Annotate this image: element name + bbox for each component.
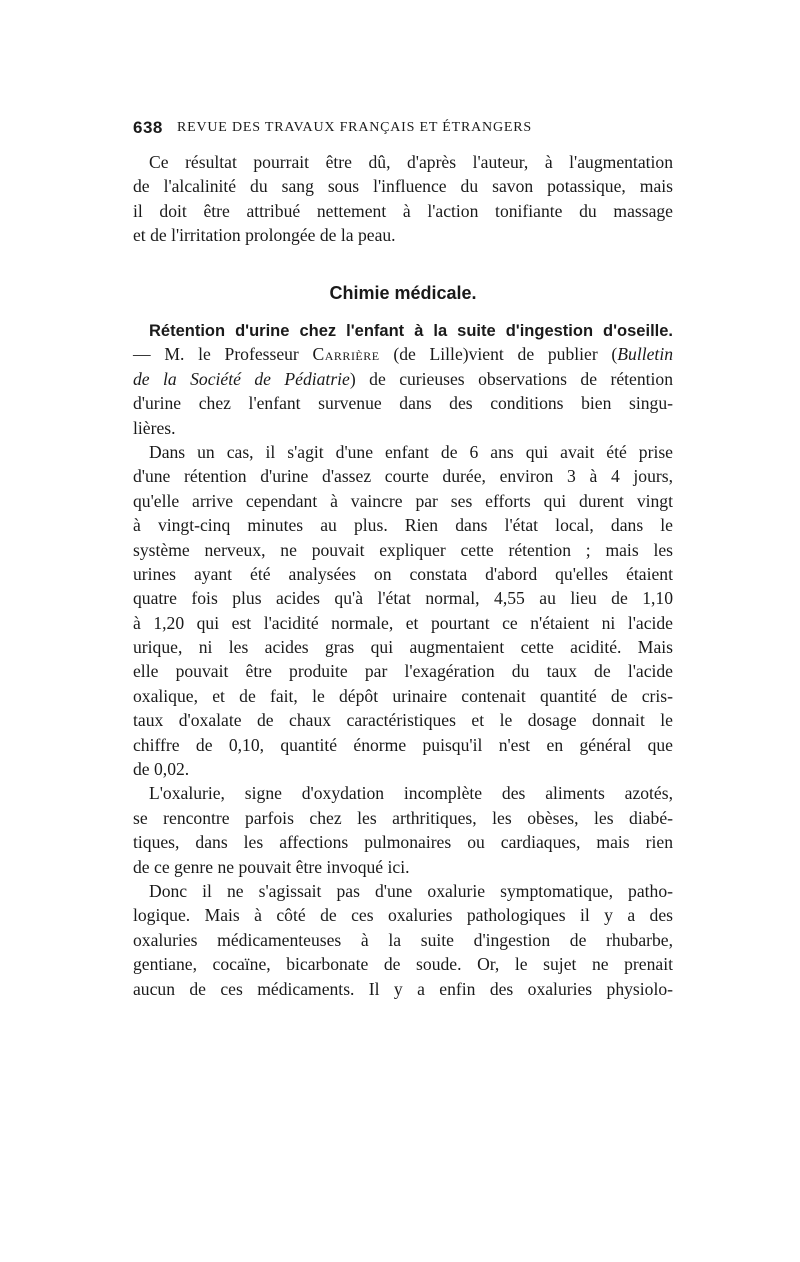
text-line: de ce genre ne pouvait être invoqué ici.	[133, 856, 410, 877]
text-line: tiques, dans les affections pulmonaires ou cardiaques, mais rien	[133, 832, 673, 853]
text-line: d'urine chez l'enfant survenue dans des conditions bien singu-	[133, 393, 673, 414]
article-title-line	[133, 318, 673, 342]
text-line: elle pouvait être produite par l'exagération du taux de l'acide	[133, 661, 673, 682]
text-line: qu'elle arrive cependant à vaincre par ses efforts qui durent vingt	[133, 490, 673, 511]
text-line: lières.	[133, 417, 176, 438]
text-line: et de l'irritation prolongée de la peau.	[133, 225, 396, 246]
article	[133, 318, 673, 1001]
text-fragment: ) de curieuses observations de rétention	[349, 368, 673, 389]
text-line: urique, ni les acides gras qui augmentaient cette acidité. Mais	[133, 637, 673, 658]
journal-name-part: de la Société de Pédiatrie	[133, 368, 350, 389]
text-line: à 1,20 qui est l'acidité normale, et pourtant ce n'étaient ni l'acide	[133, 612, 673, 633]
text-line: à vingt-cinq minutes au plus. Rien dans l'état local, dans le	[133, 515, 673, 536]
text-line: urines ayant été analysées on constata d'abord qu'elles étaient	[133, 563, 673, 584]
text-line: quatre fois plus acides qu'à l'état normal, 4,55 au lieu de 1,10	[133, 588, 673, 609]
text-fragment: (de Lille)vient de publier (	[379, 344, 618, 365]
intro-paragraph	[133, 150, 673, 248]
author-name: Carrière	[312, 344, 380, 365]
text-line: Dans un cas, il s'agit d'une enfant de 6 ans qui avait été prise	[149, 441, 673, 462]
text-line: système nerveux, ne pouvait expliquer cette rétention ; mais les	[133, 539, 673, 560]
text-line: logique. Mais à côté de ces oxaluries pathologiques il y a des	[133, 905, 673, 926]
text-line: L'oxalurie, signe d'oxydation incomplète des aliments azotés,	[149, 783, 673, 804]
text-fragment: — M. le Professeur	[133, 344, 313, 365]
article-title: Rétention d'urine chez l'enfant à la suite d'ingestion d'oseille.	[149, 322, 673, 340]
text-line: Donc il ne s'agissait pas d'une oxalurie symptomatique, patho-	[149, 880, 673, 901]
text-line: aucun de ces médicaments. Il y a enfin des oxaluries physiolo-	[133, 978, 673, 999]
page-number: 638	[133, 118, 163, 137]
text-line: d'une rétention d'urine d'assez courte durée, environ 3 à 4 jours,	[133, 466, 673, 487]
text-line: taux d'oxalate de chaux caractéristiques et le dosage donnait le	[133, 710, 673, 731]
text-line: oxaluries médicamenteuses à la suite d'ingestion de rhubarbe,	[133, 929, 673, 950]
section-title: Chimie médicale.	[329, 283, 477, 303]
text-line: de 0,02.	[133, 759, 190, 780]
running-head: REVUE DES TRAVAUX FRANÇAIS ET ÉTRANGERS	[177, 120, 532, 135]
text-line	[133, 367, 673, 391]
text-line: se rencontre parfois chez les arthritiques, les obèses, les diabé-	[133, 807, 673, 828]
text-line: Ce résultat pourrait être dû, d'après l'auteur, à l'augmentation	[149, 152, 673, 172]
journal-name-part: Bulletin	[617, 344, 673, 365]
text-line: de l'alcalinité du sang sous l'influence du savon potassique, mais	[133, 176, 673, 197]
text-line: gentiane, cocaïne, bicarbonate de soude. Or, le sujet ne prenait	[133, 954, 673, 975]
text-line: oxalique, et de fait, le dépôt urinaire contenait quantité de cris-	[133, 685, 673, 706]
page-header	[133, 118, 673, 142]
text-line: chiffre de 0,10, quantité énorme puisqu'il n'est en général que	[133, 734, 673, 755]
text-line	[133, 342, 673, 366]
text-line: il doit être attribué nettement à l'action tonifiante du massage	[133, 200, 673, 221]
